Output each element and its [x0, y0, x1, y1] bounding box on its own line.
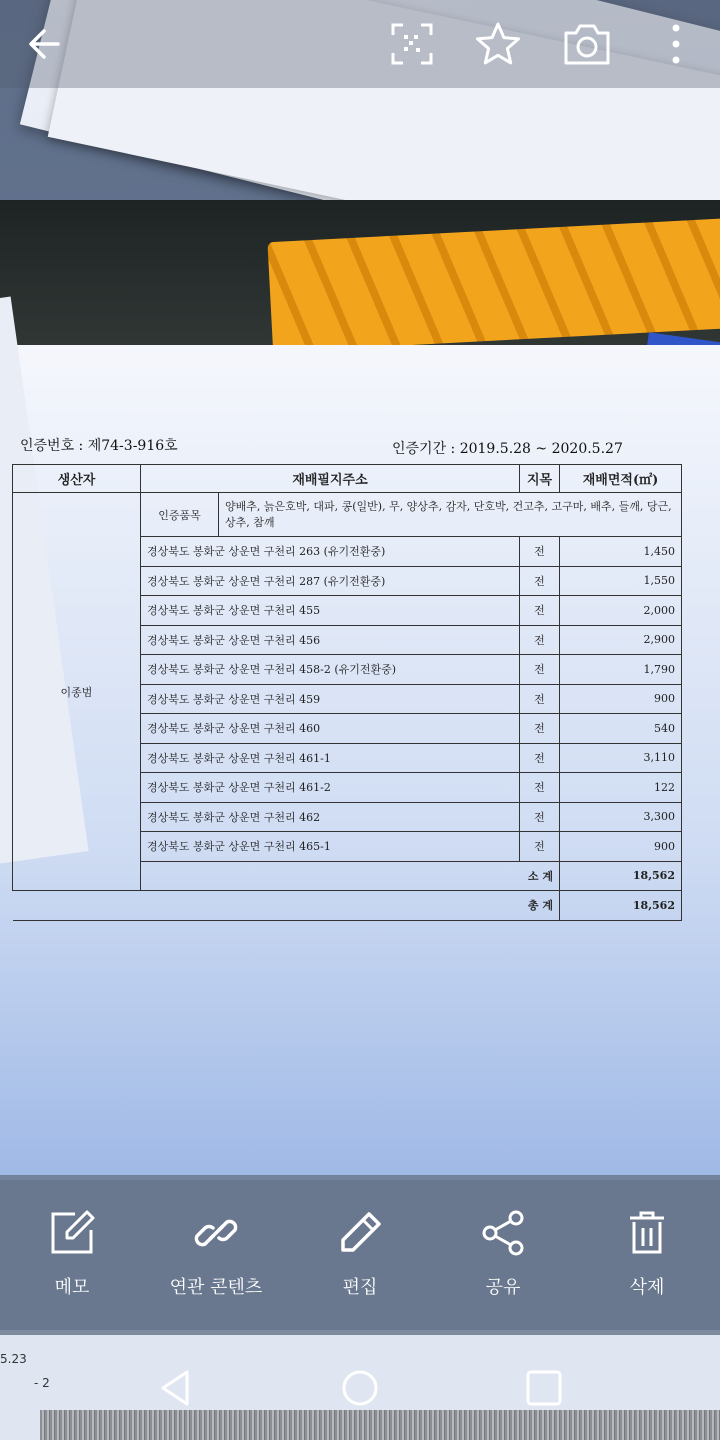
address-cell: 경상북도 봉화군 상운면 구천리 458-2 (유기전환중) [141, 655, 520, 685]
delete-label: 삭제 [629, 1277, 665, 1298]
items-label: 인증품목 [141, 493, 219, 537]
producer-name: 이종범 [13, 493, 141, 891]
pencil-icon [290, 1205, 430, 1261]
total-label: 총 계 [13, 891, 560, 921]
area-cell: 3,110 [560, 743, 682, 773]
trash-icon [577, 1205, 717, 1261]
bottom-action-bar [0, 1175, 720, 1335]
subtotal-value: 18,562 [560, 861, 682, 891]
cultivation-table [12, 464, 682, 921]
items-list: 양배추, 늙은호박, 대파, 콩(일반), 무, 양상추, 감자, 단호박, 건고추, 고구마, 배추, 들깨, 당근, 상추, 참깨 [219, 493, 682, 537]
memo-button[interactable] [2, 1205, 142, 1305]
share-label: 공유 [485, 1277, 521, 1298]
area-cell: 1,790 [560, 655, 682, 685]
memo-icon [2, 1205, 142, 1261]
header-area: 재배면적(㎡) [560, 465, 682, 493]
photo-date-text: 5.23 [0, 1352, 27, 1366]
back-arrow-icon[interactable] [18, 18, 70, 70]
edit-label: 편집 [342, 1277, 378, 1298]
area-cell: 3,300 [560, 802, 682, 832]
subtotal-label: 소 계 [141, 861, 560, 891]
header-land-type: 지목 [520, 465, 560, 493]
address-cell: 경상북도 봉화군 상운면 구천리 263 (유기전환중) [141, 537, 520, 567]
share-button[interactable] [433, 1205, 573, 1305]
related-content-button[interactable] [146, 1205, 286, 1305]
land-type-cell: 전 [520, 684, 560, 714]
land-type-cell: 전 [520, 596, 560, 626]
star-icon[interactable] [472, 18, 524, 70]
cert-period: 인증기간 : 2019.5.28 ~ 2020.5.27 [392, 441, 623, 457]
total-value: 18,562 [560, 891, 682, 921]
scan-text-icon[interactable] [386, 18, 438, 70]
items-row [13, 493, 682, 537]
back-triangle-icon[interactable] [145, 1363, 205, 1413]
edit-button[interactable] [290, 1205, 430, 1305]
land-type-cell: 전 [520, 566, 560, 596]
address-cell: 경상북도 봉화군 상운면 구천리 460 [141, 714, 520, 744]
photo-page-text: - 2 [34, 1376, 50, 1390]
area-cell: 900 [560, 832, 682, 862]
address-cell: 경상북도 봉화군 상운면 구천리 459 [141, 684, 520, 714]
memo-label: 메모 [54, 1277, 90, 1298]
land-type-cell: 전 [520, 655, 560, 685]
land-type-cell: 전 [520, 832, 560, 862]
address-cell: 경상북도 봉화군 상운면 구천리 287 (유기전환중) [141, 566, 520, 596]
address-cell: 경상북도 봉화군 상운면 구천리 456 [141, 625, 520, 655]
area-cell: 540 [560, 714, 682, 744]
land-type-cell: 전 [520, 625, 560, 655]
land-type-cell: 전 [520, 714, 560, 744]
area-cell: 900 [560, 684, 682, 714]
recents-square-icon[interactable] [514, 1363, 574, 1413]
related-content-label: 연관 콘텐츠 [169, 1277, 263, 1298]
address-cell: 경상북도 봉화군 상운면 구천리 462 [141, 802, 520, 832]
link-icon [146, 1205, 286, 1261]
address-cell: 경상북도 봉화군 상운면 구천리 461-1 [141, 743, 520, 773]
land-type-cell: 전 [520, 802, 560, 832]
top-toolbar [0, 0, 720, 88]
more-vertical-icon[interactable] [650, 18, 702, 70]
total-row [13, 891, 682, 921]
header-producer: 생산자 [13, 465, 141, 493]
table-header-row [13, 465, 682, 493]
area-cell: 2,000 [560, 596, 682, 626]
system-nav-bar [0, 1335, 720, 1440]
home-circle-icon[interactable] [330, 1363, 390, 1413]
area-cell: 122 [560, 773, 682, 803]
area-cell: 1,550 [560, 566, 682, 596]
cert-number: 인증번호 : 제74-3-916호 [20, 438, 178, 454]
land-type-cell: 전 [520, 743, 560, 773]
land-type-cell: 전 [520, 773, 560, 803]
address-cell: 경상북도 봉화군 상운면 구천리 461-2 [141, 773, 520, 803]
header-address: 재배필지주소 [141, 465, 520, 493]
address-cell: 경상북도 봉화군 상운면 구천리 455 [141, 596, 520, 626]
share-icon [433, 1205, 573, 1261]
address-cell: 경상북도 봉화군 상운면 구천리 465-1 [141, 832, 520, 862]
camera-icon[interactable] [561, 18, 613, 70]
area-cell: 1,450 [560, 537, 682, 567]
delete-button[interactable] [577, 1205, 717, 1305]
land-type-cell: 전 [520, 537, 560, 567]
area-cell: 2,900 [560, 625, 682, 655]
